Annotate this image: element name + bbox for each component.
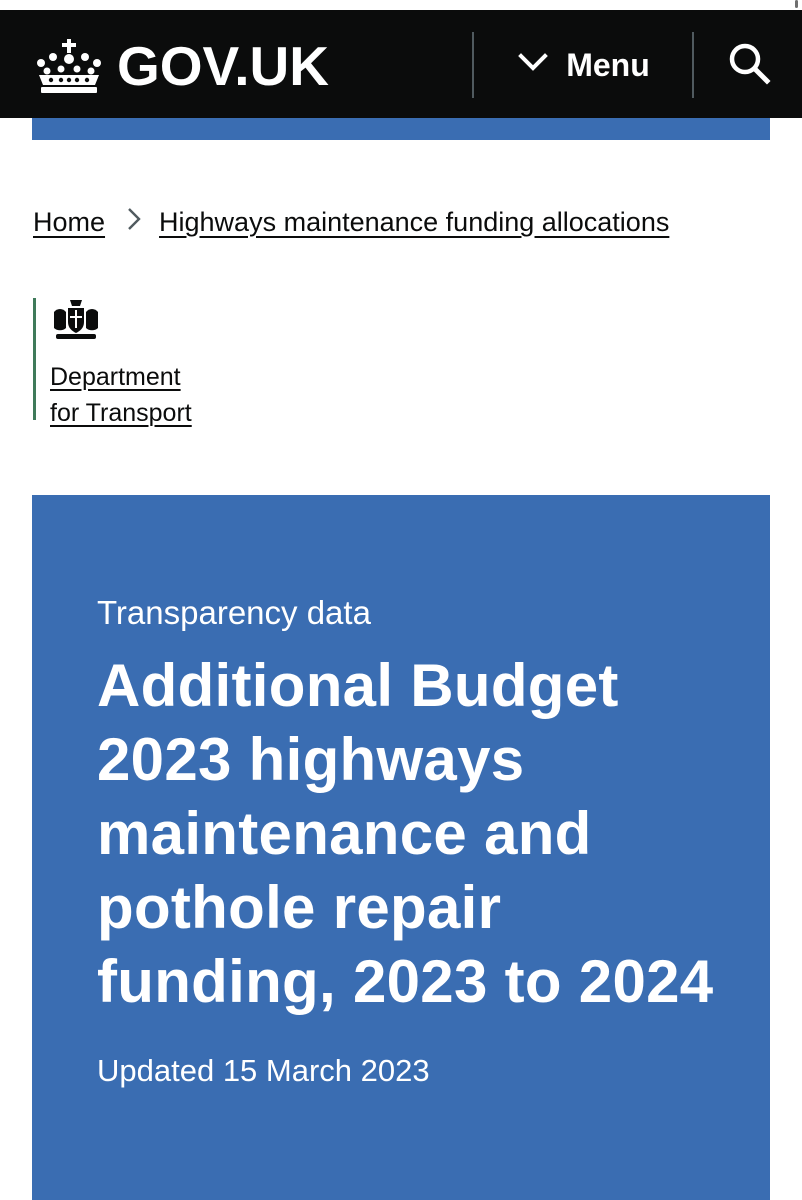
header-divider (692, 32, 694, 98)
logo-text: GOV.UK (117, 35, 329, 97)
chevron-right-icon (127, 207, 141, 238)
breadcrumb-highways-link[interactable]: Highways maintenance funding allocations (159, 206, 670, 237)
govuk-home-link[interactable] (33, 36, 329, 96)
search-icon (727, 41, 771, 90)
chevron-down-icon (518, 53, 548, 78)
royal-coat-of-arms-icon (50, 298, 192, 345)
org-name-line2: for Transport (50, 399, 192, 427)
breadcrumb-home-link[interactable]: Home (33, 206, 106, 237)
crown-icon (33, 37, 105, 95)
page-title: Additional Budget 2023 highways maintenance and pothole repair funding, 2023 to 2024 (97, 652, 714, 1015)
org-name-line1: Department (50, 363, 181, 391)
menu-label: Menu (566, 46, 650, 83)
department-for-transport-link[interactable] (50, 359, 192, 431)
document-type: Transparency data (97, 594, 371, 631)
updated-date: Updated 15 March 2023 (97, 1053, 430, 1088)
search-button[interactable] (696, 32, 802, 98)
menu-button[interactable] (474, 32, 694, 98)
organisation-logo (33, 298, 192, 427)
title-block (32, 495, 770, 1200)
header-blue-bar (32, 118, 770, 140)
breadcrumb (33, 202, 669, 242)
scrollbar-thumb[interactable] (795, 0, 798, 8)
browser-top-strip (0, 0, 802, 10)
site-header (0, 10, 802, 118)
